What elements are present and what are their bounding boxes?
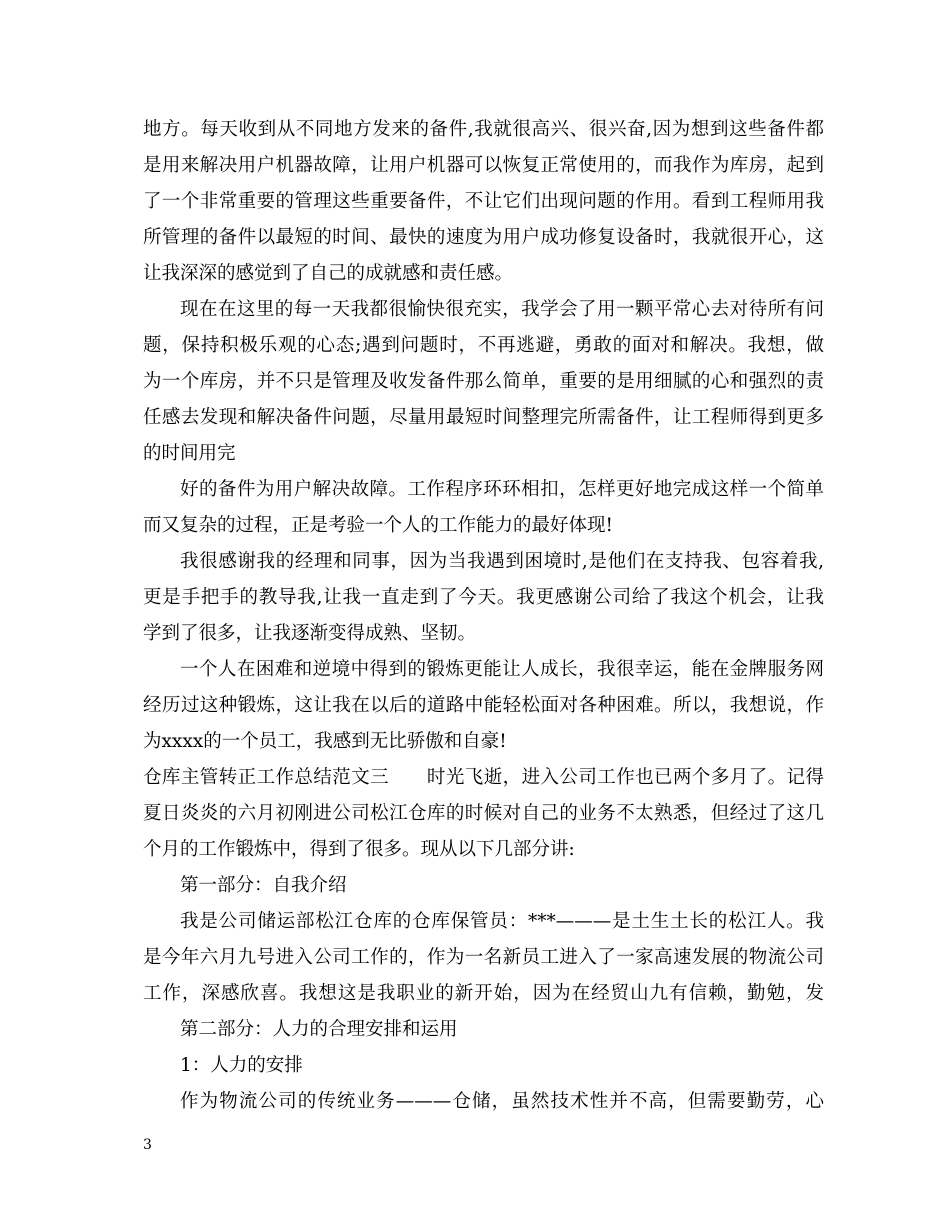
text-line-9: 任感去发现和解决备件问题，尽量用最短时间整理完所需备件，让工程师得到更多 — [143, 407, 824, 428]
subsection-heading-1: 1：人力的安排 — [180, 1055, 303, 1076]
section-heading-1: 第一部分：自我介绍 — [180, 875, 347, 896]
text-line-7: 题，保持积极乐观的心态;遇到问题时，不再逃避，勇敢的面对和解决。我想，做 — [143, 335, 824, 356]
text-line-1: 地方。每天收到从不同地方发来的备件,我就很高兴、很兴奋,因为想到这些备件都 — [143, 119, 824, 140]
text-line-2: 是用来解决用户机器故障，让用户机器可以恢复正常使用的，而我作为库房，起到 — [143, 155, 824, 176]
text-line-25: 工作，深感欣喜。我想这是我职业的新开始，因为在经贸山九有信赖，勤勉，发 — [143, 983, 824, 1004]
text-line-3: 了一个非常重要的管理这些重要备件，不让它们出现问题的作用。看到工程师用我 — [143, 191, 824, 212]
text-line-23: 我是公司储运部松江仓库的仓库保管员：***———是土生土长的松江人。我 — [180, 911, 824, 932]
text-line-21: 个月的工作锻炼中，得到了很多。现从以下几部分讲: — [143, 839, 575, 860]
section-heading-2: 第二部分：人力的合理安排和运用 — [180, 1019, 458, 1040]
text-line-14: 更是手把手的教导我,让我一直走到了今天。我更感谢公司给了我这个机会，让我 — [143, 587, 824, 608]
text-line-8: 为一个库房，并不只是管理及收发备件那么简单，重要的是用细腻的心和强烈的责 — [143, 371, 824, 392]
page-number: 3 — [143, 1137, 152, 1153]
text-line-24: 是今年六月九号进入公司工作的，作为一名新员工进入了一家高速发展的物流公司 — [143, 947, 824, 968]
text-line-5: 让我深深的感觉到了自己的成就感和责任感。 — [143, 263, 514, 284]
text-line-18: 为xxxx的一个员工，我感到无比骄傲和自豪! — [143, 731, 507, 752]
text-line-19: 仓库主管转正工作总结范文三 时光飞逝，进入公司工作也已两个多月了。记得 — [143, 767, 824, 788]
text-line-12: 而又复杂的过程，正是考验一个人的工作能力的最好体现! — [143, 515, 613, 536]
text-line-11: 好的备件为用户解决故障。工作程序环环相扣，怎样更好地完成这样一个简单 — [180, 479, 824, 500]
text-line-4: 所管理的备件以最短的时间、最快的速度为用户成功修复设备时，我就很开心，这 — [143, 227, 824, 248]
text-line-28: 作为物流公司的传统业务———仓储，虽然技术性并不高，但需要勤劳，心 — [180, 1091, 824, 1112]
text-line-15: 学到了很多，让我逐渐变得成熟、坚韧。 — [143, 623, 477, 644]
document-body — [143, 112, 824, 1120]
text-line-6: 现在在这里的每一天我都很愉快很充实，我学会了用一颗平常心去对待所有问 — [180, 299, 824, 320]
text-line-17: 经历过这种锻炼，这让我在以后的道路中能轻松面对各种困难。所以，我想说，作 — [143, 695, 824, 716]
text-line-20: 夏日炎炎的六月初刚进公司松江仓库的时候对自己的业务不太熟悉，但经过了这几 — [143, 803, 824, 824]
text-line-13: 我很感谢我的经理和同事，因为当我遇到困境时,是他们在支持我、包容着我, — [180, 551, 824, 572]
text-line-16: 一个人在困难和逆境中得到的锻炼更能让人成长，我很幸运，能在金牌服务网 — [180, 659, 824, 680]
text-line-10: 的时间用完 — [143, 443, 236, 464]
